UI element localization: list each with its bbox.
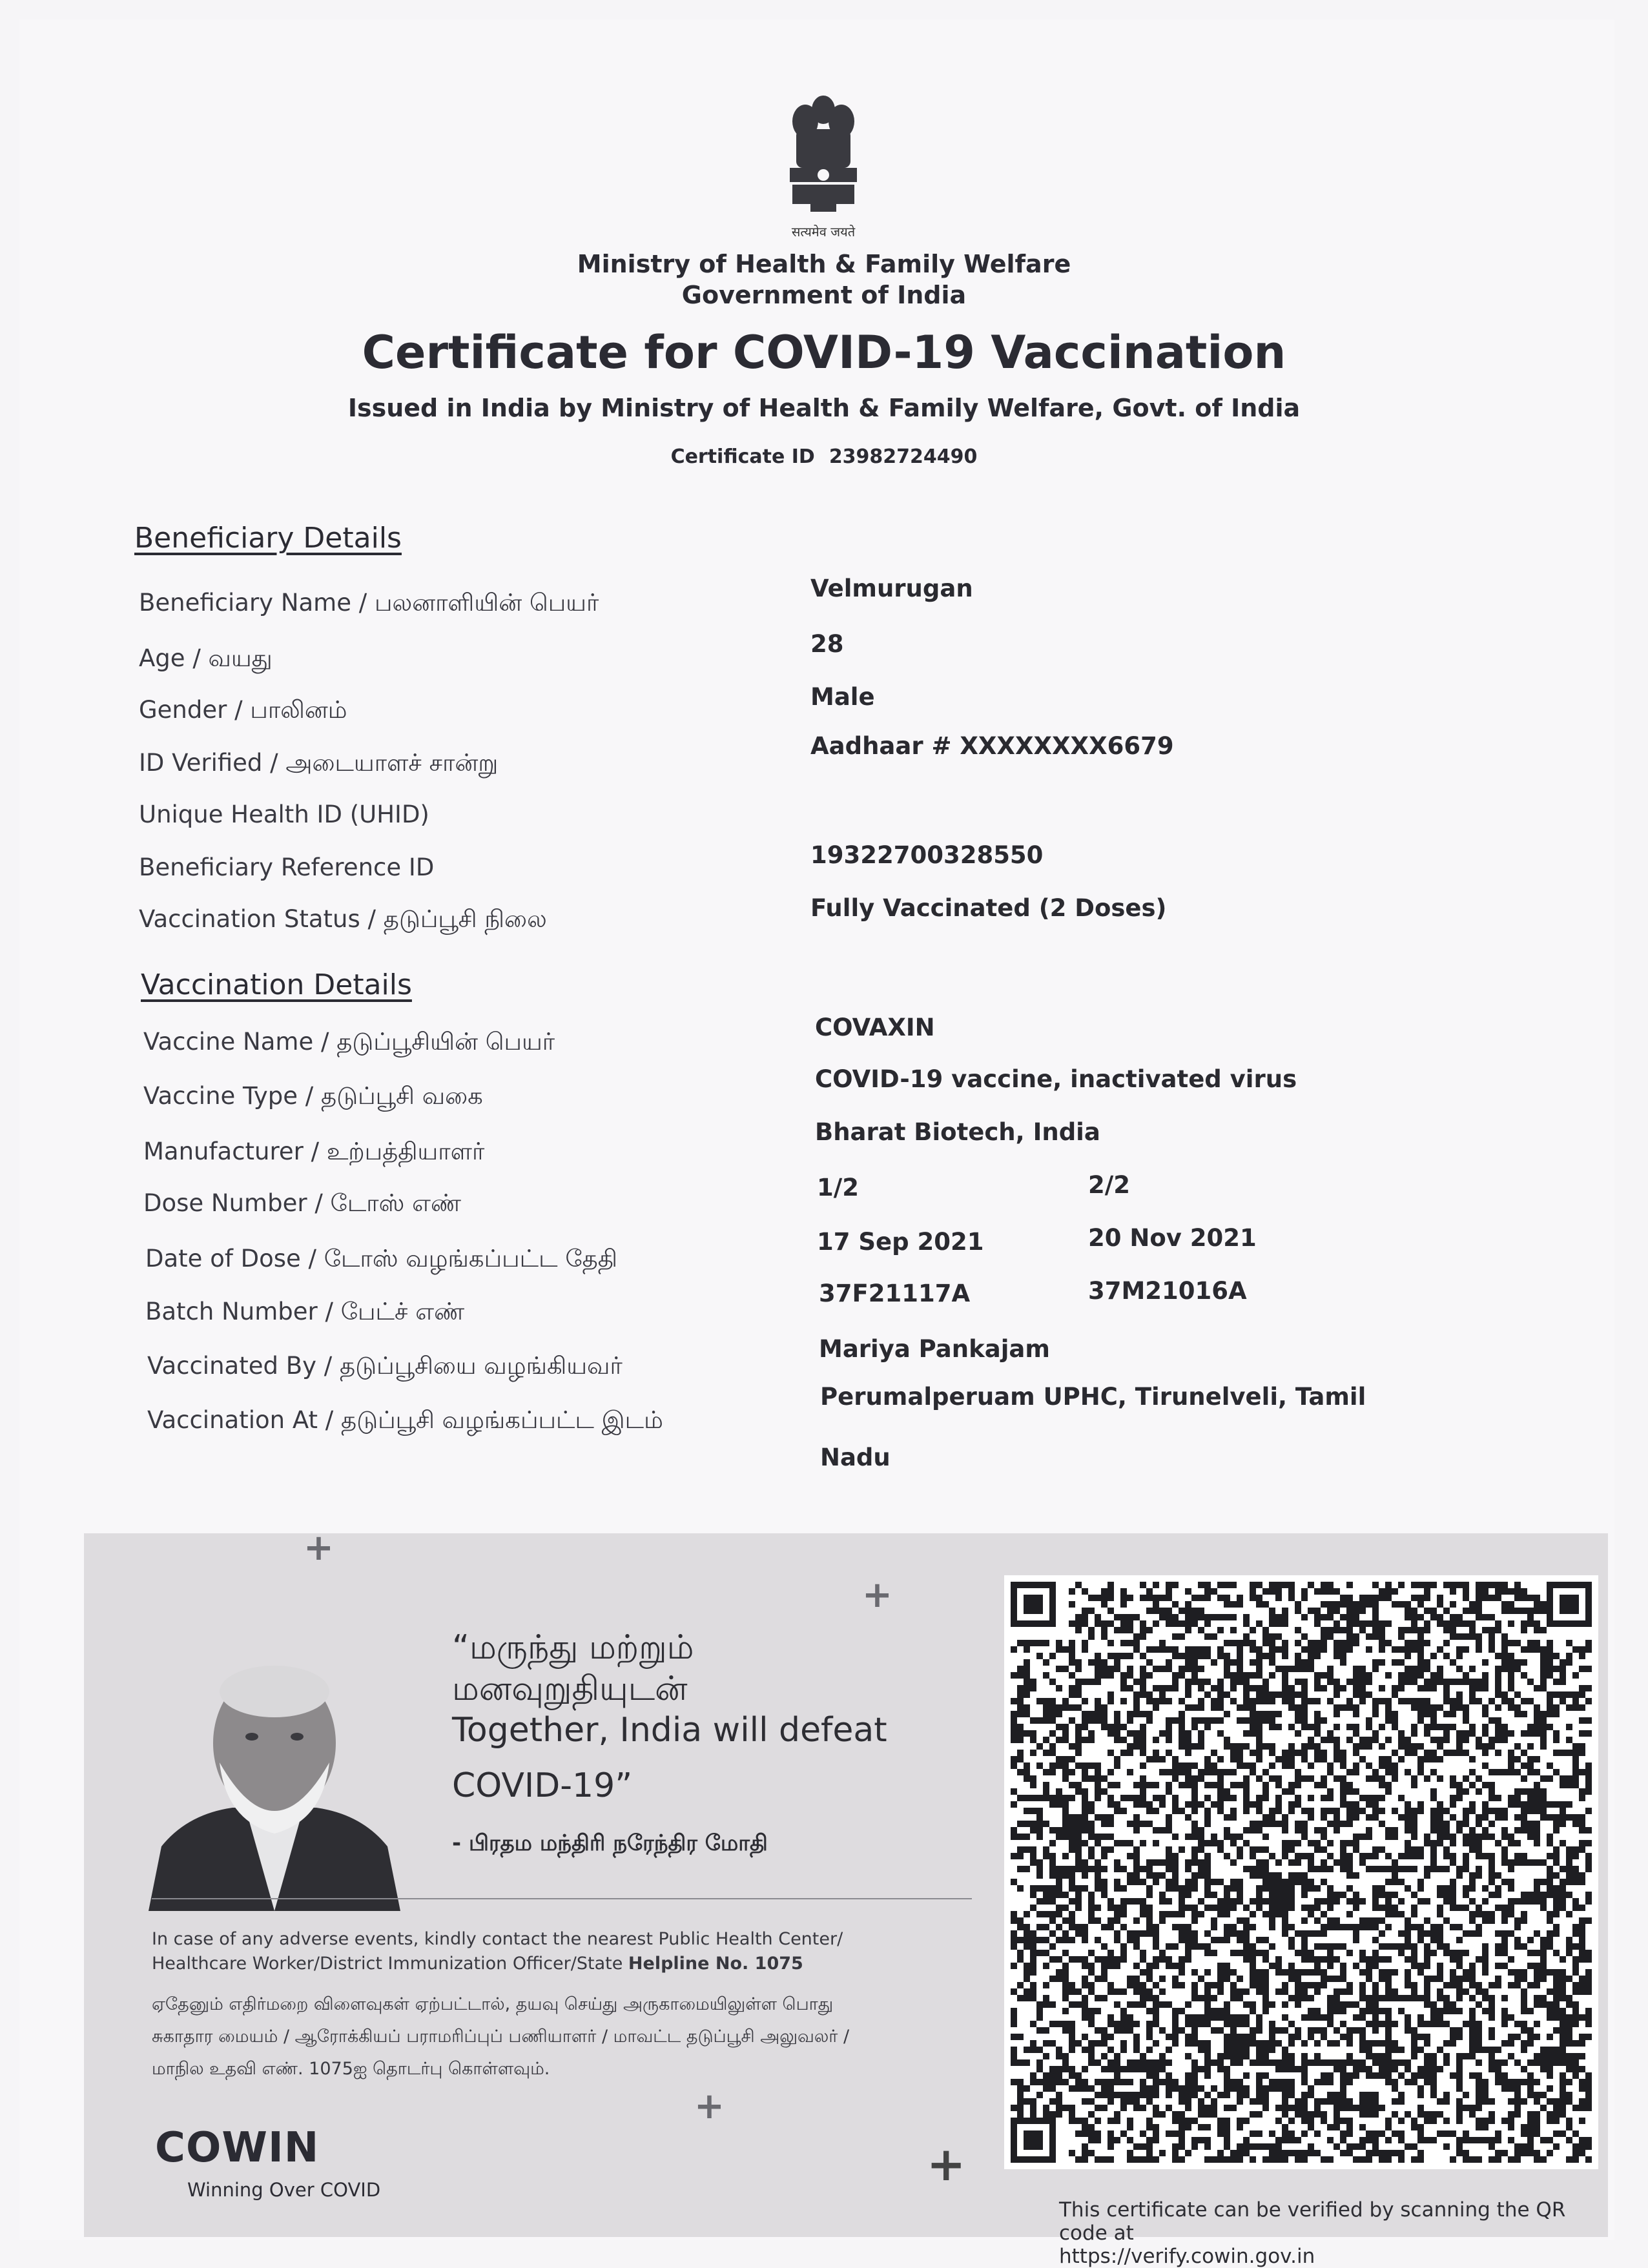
vaccine-name-label: Vaccine Name / தடுப்பூசியின் பெயர் [143, 1028, 555, 1056]
quote-tamil-line1: “மருந்து மற்றும் [452, 1628, 694, 1667]
id-verified-value: Aadhaar # XXXXXXXX6679 [810, 732, 1174, 760]
quote-english-line1: Together, India will defeat [452, 1711, 887, 1750]
ministry-heading [0, 249, 1648, 311]
emblem-motto: सत्यमेव जयते [791, 224, 856, 240]
certificate-title: Certificate for COVID-19 Vaccination [362, 326, 1286, 379]
certificate-id-label: Certificate ID [670, 445, 815, 468]
reference-id-label: Beneficiary Reference ID [139, 853, 435, 881]
ministry-line: Ministry of Health & Family Welfare [577, 250, 1071, 278]
gender-value: Male [810, 683, 875, 711]
date-1-value: 17 Sep 2021 [817, 1228, 984, 1256]
dose-number-label: Dose Number / டோஸ் எண் [143, 1189, 462, 1217]
verify-url[interactable]: https://verify.cowin.gov.in [1059, 2245, 1315, 2268]
id-verified-label: ID Verified / அடையாளச் சான்று [139, 749, 499, 777]
date-of-dose-label: Date of Dose / டோஸ் வழங்கப்பட்ட தேதி [145, 1245, 618, 1272]
national-emblem-icon [778, 90, 869, 232]
adverse-line2 [152, 1952, 978, 1976]
reference-id-value: 19322700328550 [810, 841, 1044, 869]
vaccination-at-label: Vaccination At / தடுப்பூசி வழங்கப்பட்ட இடம் [147, 1406, 663, 1434]
adverse-events-note-tamil [152, 1988, 978, 2085]
plus-icon: + [927, 2137, 966, 2191]
plus-icon: + [694, 2085, 725, 2127]
prime-minister-portrait [149, 1653, 400, 1911]
gender-label: Gender / பாலினம் [139, 696, 347, 724]
adverse-ta-line1: ஏதேனும் எதிர்மறை விளைவுகள் ஏற்பட்டால், தயவு செய்து அருகாமையிலுள்ள பொது [152, 1994, 834, 2014]
batch-1-value: 37F21117A [819, 1280, 971, 1307]
certificate-id [0, 445, 1648, 468]
vaccine-name-value: COVAXIN [815, 1014, 935, 1041]
manufacturer-value: Bharat Biotech, India [815, 1118, 1100, 1146]
vaccination-at-value-line2: Nadu [820, 1444, 891, 1471]
quote-english-line2: COVID-19” [452, 1766, 633, 1805]
adverse-events-note [152, 1927, 978, 1976]
verify-line1: This certificate can be verified by scanning the QR code at [1059, 2198, 1566, 2245]
age-value: 28 [810, 630, 844, 658]
name-value: Velmurugan [810, 575, 973, 602]
status-label: Vaccination Status / தடுப்பூசி நிலை [139, 905, 547, 933]
vaccine-type-label: Vaccine Type / தடுப்பூசி வகை [143, 1082, 483, 1110]
vaccination-at-value-line1: Perumalperuam UPHC, Tirunelveli, Tamil [820, 1383, 1366, 1411]
certificate-subtitle: Issued in India by Ministry of Health & Family Welfare, Govt. of India [347, 394, 1301, 422]
manufacturer-label: Manufacturer / உற்பத்தியாளர் [143, 1138, 485, 1165]
adverse-ta-line2: சுகாதார மையம் / ஆரோக்கியப் பராமரிப்புப் பணியாளர் / மாவட்ட தடுப்பூசி அலுவலர் / [152, 2027, 850, 2047]
vaccinated-by-value: Mariya Pankajam [819, 1335, 1050, 1363]
batch-2-value: 37M21016A [1088, 1277, 1247, 1305]
dose-1-value: 1/2 [817, 1174, 860, 1201]
quote-attribution: - பிரதம மந்திரி நரேந்திர மோதி [452, 1830, 768, 1856]
verification-qr-code[interactable] [1004, 1575, 1598, 2169]
divider [152, 1898, 972, 1899]
status-value: Fully Vaccinated (2 Doses) [810, 894, 1167, 922]
vaccination-section-title: Vaccination Details [141, 968, 412, 1001]
plus-icon: + [304, 1527, 334, 1569]
adverse-line2-text: Healthcare Worker/District Immunization Officer/State [152, 1954, 623, 1974]
beneficiary-section-title: Beneficiary Details [134, 522, 402, 555]
cowin-tagline: Winning Over COVID [187, 2179, 381, 2201]
dose-2-value: 2/2 [1088, 1171, 1131, 1199]
quote-tamil-line2: மனவுறுதியுடன் [452, 1670, 688, 1708]
batch-number-label: Batch Number / பேட்ச் எண் [145, 1298, 465, 1325]
helpline-number: Helpline No. 1075 [628, 1954, 803, 1974]
uhid-label: Unique Health ID (UHID) [139, 801, 429, 828]
adverse-line1: In case of any adverse events, kindly contact the nearest Public Health Center/ [152, 1929, 843, 1949]
verification-note [1059, 2198, 1608, 2268]
vaccinated-by-label: Vaccinated By / தடுப்பூசியை வழங்கியவர் [147, 1352, 623, 1380]
government-line: Government of India [681, 281, 967, 309]
date-2-value: 20 Nov 2021 [1088, 1224, 1257, 1252]
plus-icon: + [862, 1574, 892, 1616]
certificate-id-value: 23982724490 [829, 445, 978, 468]
pm-quote [452, 1627, 887, 1806]
age-label: Age / வயது [139, 644, 273, 672]
adverse-ta-line3: மாநில உதவி எண். 1075ஐ தொடர்பு கொள்ளவும். [152, 2059, 550, 2079]
cowin-logo: COWIN [155, 2124, 320, 2172]
vaccine-type-value: COVID-19 vaccine, inactivated virus [815, 1065, 1297, 1093]
name-label: Beneficiary Name / பலனாளியின் பெயர் [139, 589, 599, 617]
